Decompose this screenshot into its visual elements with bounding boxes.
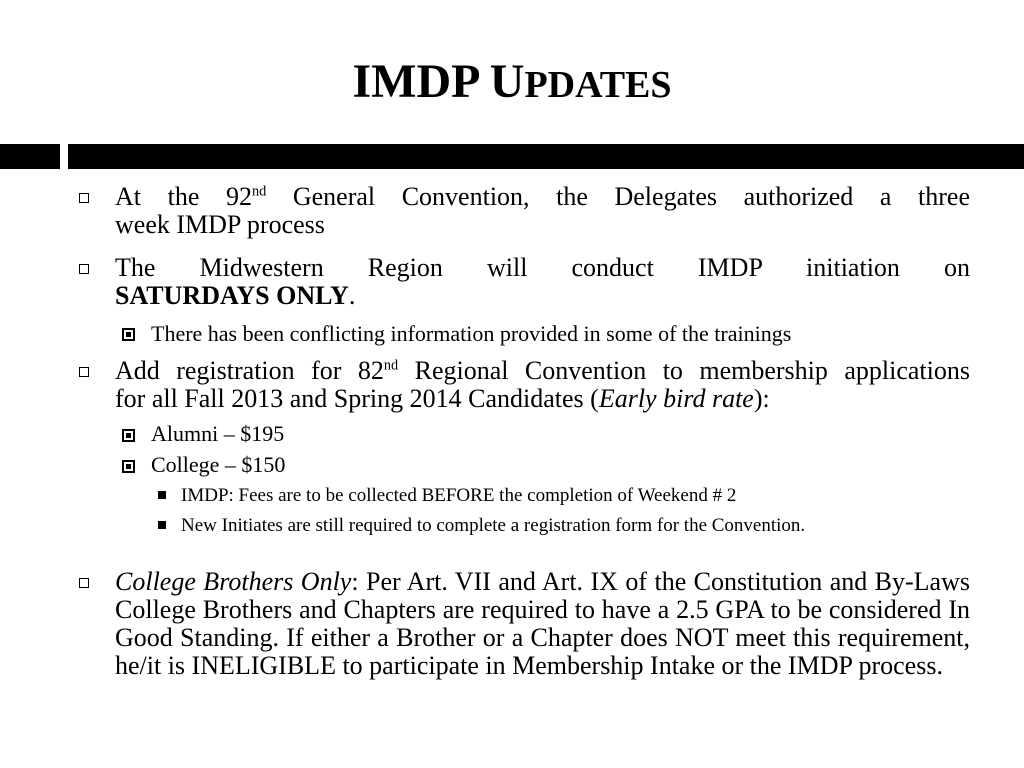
list-item: New Initiates are still required to complete a registration form for the Convention. — [181, 515, 806, 536]
emphasis-text: SATURDAYS ONLY — [115, 281, 349, 310]
italic-text: College Brothers Only — [115, 567, 352, 596]
square-bullet-icon — [79, 578, 89, 588]
list-item-text: for all Fall 2013 and Spring 2014 Candidates ( — [115, 384, 599, 413]
list-item: IMDP: Fees are to be collected BEFORE the completion of Weekend # 2 — [181, 485, 737, 506]
superscript: nd — [251, 183, 267, 200]
list-item — [115, 357, 970, 413]
superscript: nd — [383, 357, 399, 374]
square-bullet-icon — [79, 193, 89, 203]
list-item-line — [115, 357, 970, 385]
list-item-line — [115, 282, 970, 310]
filled-square-bullet-icon — [122, 460, 135, 473]
list-item-text: Add registration for 82 — [115, 356, 384, 385]
italic-text: Early bird rate — [598, 384, 754, 413]
list-item-line — [115, 183, 970, 211]
list-item-text: Regional Convention to membership applications — [398, 356, 970, 385]
list-item-line: week IMDP process — [115, 210, 325, 239]
title-rule-left — [0, 144, 60, 169]
square-bullet-icon — [79, 367, 89, 377]
list-item-text: At the 92 — [115, 182, 252, 211]
filled-square-bullet-icon — [122, 328, 135, 341]
small-square-bullet-icon — [158, 521, 166, 529]
slide-title — [0, 52, 1024, 115]
list-item-line — [115, 385, 970, 413]
slide-title-main: IMDP U — [352, 55, 525, 108]
list-item — [115, 254, 970, 310]
list-item-text: General Convention, the Delegates authorized a three — [266, 182, 970, 211]
slide-title-smallcaps: PDATES — [524, 64, 672, 106]
square-bullet-icon — [79, 264, 89, 274]
list-item-line: The Midwestern Region will conduct IMDP initiation on — [115, 253, 970, 282]
list-item-text: . — [348, 281, 356, 310]
filled-square-bullet-icon — [122, 429, 135, 442]
list-item: College – $150 — [151, 452, 286, 477]
list-item: There has been conflicting information provided in some of the trainings — [151, 321, 792, 346]
list-item: Alumni – $195 — [151, 421, 285, 446]
small-square-bullet-icon — [158, 491, 166, 499]
list-item — [115, 183, 970, 239]
list-item-text: ): — [753, 384, 770, 413]
list-item-text: : Per Art. VII and Art. IX of the Constitution and By-Laws College Brothers and Chapters are required to have a 2.5 GPA to be considered In Good Standing. If either a Brother or a Chapter does NOT meet this requirement, he/it is INELIGIBLE to participate in Membership Intake or the IMDP process. — [115, 567, 970, 680]
title-rule-right — [68, 144, 1024, 169]
list-item — [115, 568, 970, 680]
